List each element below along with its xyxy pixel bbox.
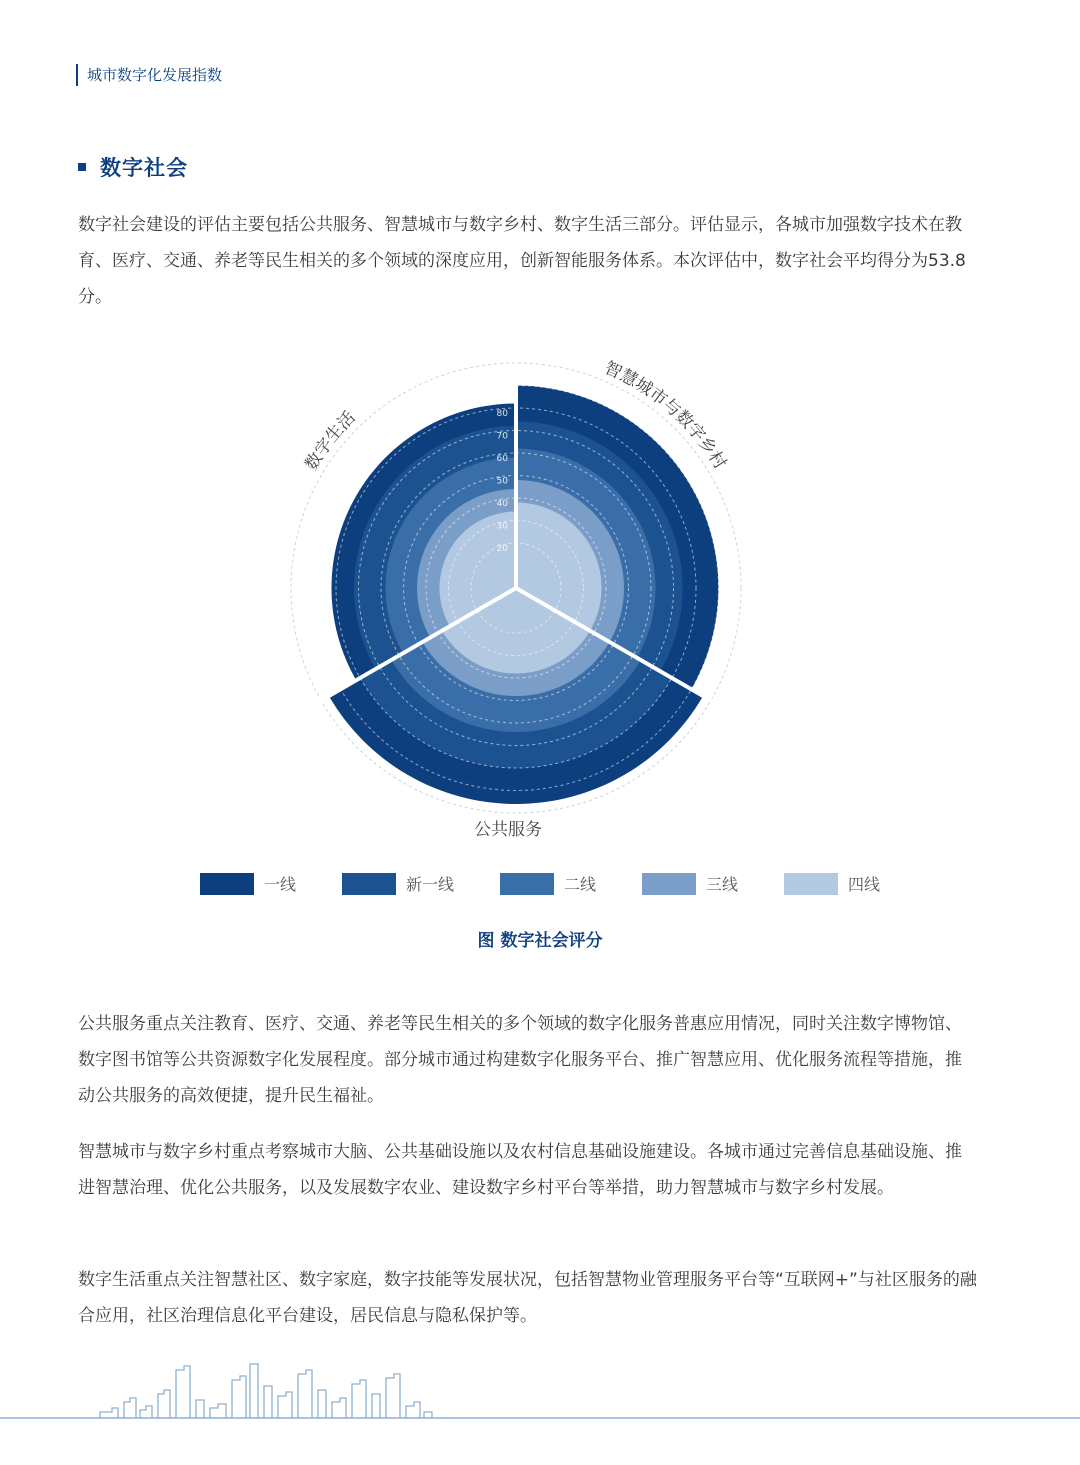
tick-label-80: 80	[496, 409, 508, 419]
category-label-smart-city: 智慧城市与数字乡村	[601, 358, 730, 473]
figure-caption: 图 数字社会评分	[477, 931, 603, 951]
tick-label-90: 90	[496, 386, 508, 397]
category-label-digital-life: 数字生活	[301, 407, 360, 475]
skyline-outline	[100, 1364, 432, 1418]
section-title: 数字社会	[100, 156, 188, 180]
legend-swatch-new-tier1	[342, 873, 396, 895]
legend-item-tier1	[200, 872, 296, 895]
tick-label-50: 50	[496, 476, 508, 487]
tick-label-40: 40	[496, 499, 508, 509]
paragraph-public-service: 公共服务重点关注教育、医疗、交通、养老等民生相关的多个领域的数字化服务普惠应用情况，同时关注数字博物馆、数字图书馆等公共资源数字化发展程度。部分城市通过构建数字化服务平台、推广智慧应用、优化服务流程等措施，推动公共服务的高效便捷，提升民生福祉。	[78, 1014, 962, 1106]
legend-swatch-tier4	[784, 873, 838, 895]
tick-label-60: 60	[496, 454, 508, 464]
intro-paragraph: 数字社会建设的评估主要包括公共服务、智慧城市与数字乡村、数字生活三部分。评估显示，各城市加强数字技术在教育、医疗、交通、养老等民生相关的多个领域的深度应用，创新智能服务体系。本次评估中，数字社会平均得分为53.8分。	[78, 215, 966, 307]
legend-swatch-tier2	[500, 873, 554, 895]
paragraph-digital-life: 数字生活重点关注智慧社区、数字家庭，数字技能等发展状况，包括智慧物业管理服务平台等“互联网+”与社区服务的融合应用，社区治理信息化平台建设，居民信息与隐私保护等。	[78, 1270, 977, 1326]
legend-swatch-tier1	[200, 873, 254, 895]
header-title: 城市数字化发展指数	[87, 66, 223, 84]
legend-label-tier4: 四线	[847, 875, 880, 894]
category-label-public-service: 公共服务	[474, 820, 542, 840]
legend-label-tier1: 一线	[264, 875, 297, 894]
legend-item-new-tier1	[342, 872, 454, 895]
chart-legend	[200, 872, 880, 895]
legend-label-tier2: 二线	[563, 875, 596, 894]
legend-item-tier3	[642, 872, 738, 895]
legend-item-tier2	[500, 872, 596, 895]
skyline-decoration	[0, 1350, 1080, 1430]
legend-label-tier3: 三线	[705, 875, 738, 894]
tick-label-70: 70	[496, 431, 508, 442]
tick-label-30: 30	[496, 521, 508, 532]
legend-label-new-tier1: 新一线	[405, 875, 454, 894]
tick-label-20: 20	[496, 544, 508, 554]
legend-item-tier4	[784, 872, 880, 895]
paragraph-smart-city: 智慧城市与数字乡村重点考察城市大脑、公共基础设施以及农村信息基础设施建设。各城市通过完善信息基础设施、推进智慧治理、优化公共服务，以及发展数字农业、建设数字乡村平台等举措，助力智慧城市与数字乡村发展。	[78, 1142, 962, 1198]
legend-swatch-tier3	[642, 873, 696, 895]
